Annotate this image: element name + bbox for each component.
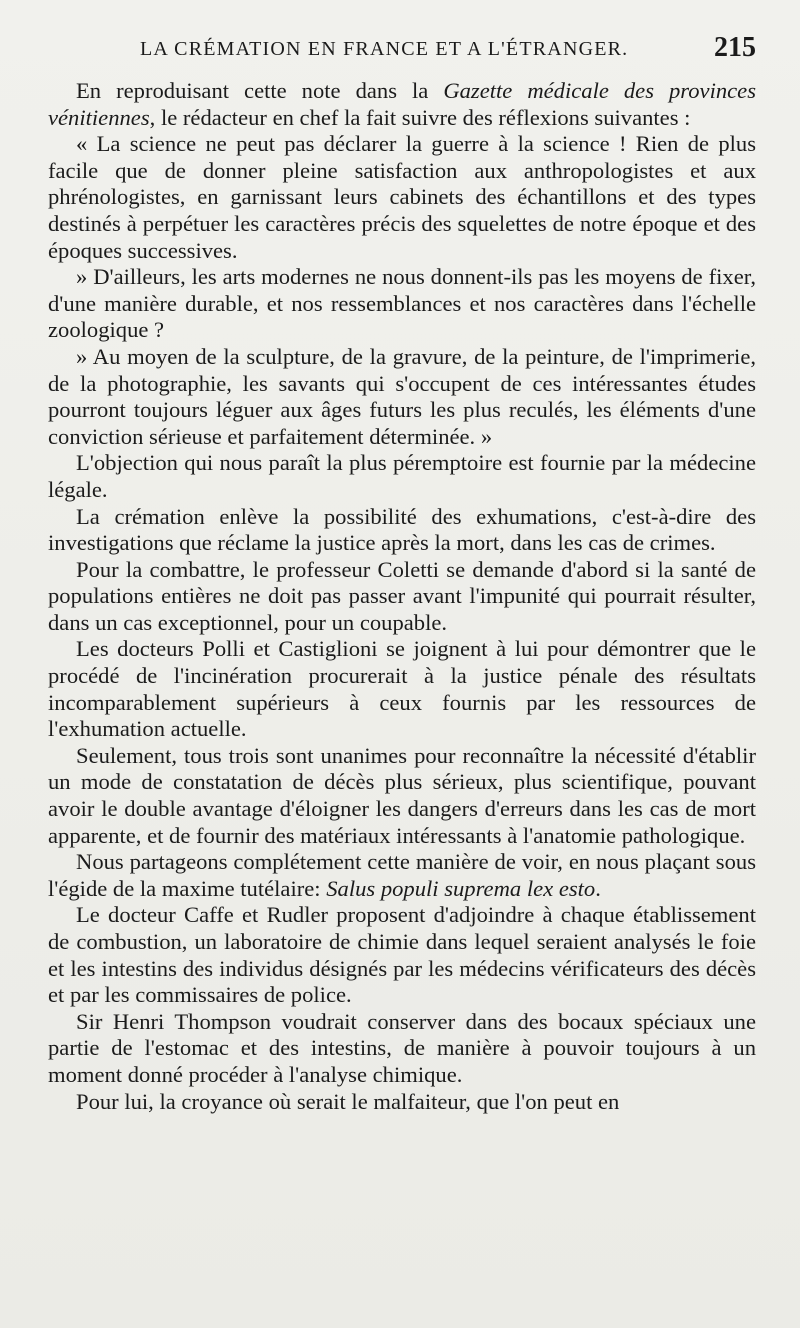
running-head-title: LA CRÉMATION EN FRANCE ET A L'ÉTRANGER. xyxy=(140,38,629,60)
paragraph-4: » Au moyen de la sculpture, de la gravure, de la peinture, de l'imprimerie, de la photographie, les savants qui s'occupent de ces intéressantes études pourront toujours léguer aux âges futurs les plus reculés, les éléments d'une conviction sérieuse et parfaitement déterminée. » xyxy=(48,343,756,449)
paragraph-8: Les docteurs Polli et Castiglioni se joignent à lui pour démontrer que le procédé de l'incinération procurerait à la justice pénale des résultats incomparablement supérieurs à ceux fournis par les ressources de l'exhumation actuelle. xyxy=(48,636,756,742)
running-head xyxy=(48,32,756,78)
paragraph-11: Le docteur Caffe et Rudler proposent d'adjoindre à chaque établissement de combustion, un laboratoire de chimie dans lequel seraient analysés le foie et les intestins des individus désignés par les médecins vérificateurs des décès et par les commissaires de police. xyxy=(48,902,756,1008)
paragraph-5: L'objection qui nous paraît la plus péremptoire est fournie par la médecine légale. xyxy=(48,450,756,502)
paragraph-3: » D'ailleurs, les arts modernes ne nous donnent-ils pas les moyens de fixer, d'une manière durable, et nos ressemblances et nos caractères dans l'échelle zoologique ? xyxy=(48,264,756,343)
body-text xyxy=(48,78,756,1115)
latin-maxim: Salus populi suprema lex esto xyxy=(326,875,596,901)
paragraph-10 xyxy=(48,849,756,902)
journal-title: Gazette médicale des provinces vénitiennes xyxy=(48,78,756,130)
paragraph-1-start: En reproduisant cette note dans la xyxy=(76,78,444,103)
paragraph-9: Seulement, tous trois sont unanimes pour reconnaître la nécessité d'établir un mode de constatation de décès plus sérieux, plus scientifique, pouvant avoir le double avantage d'éloigner les dangers d'erreurs dans les cas de mort apparente, et de fournir des matériaux intéressants à l'anatomie pathologique. xyxy=(48,742,756,848)
paragraph-6: La crémation enlève la possibilité des exhumations, c'est-à-dire des investigations que réclame la justice après la mort, dans les cas de crimes. xyxy=(48,503,756,556)
paragraph-13: Pour lui, la croyance où serait le malfaiteur, que l'on peut en xyxy=(76,1088,620,1114)
paragraph-10-start: Nous partageons complétement cette manière de voir, en nous plaçant sous l'égide de la maxime tutélaire: xyxy=(48,849,756,901)
paragraph-1-end: , le rédacteur en chef la fait suivre des réflexions suivantes : xyxy=(149,104,691,130)
paragraph-2: « La science ne peut pas déclarer la guerre à la science ! Rien de plus facile que de donner pleine satisfaction aux anthropologistes et aux phrénologistes, en garnissant leurs cabinets des échantillons et des types destinés à perpétuer les caractères précis des squelettes de notre époque et des époques successives. xyxy=(48,131,756,263)
page-number: 215 xyxy=(714,32,756,63)
paragraph-7: Pour la combattre, le professeur Coletti se demande d'abord si la santé de populations entières ne doit pas passer avant l'impunité qui pourrait résulter, dans un cas exceptionnel, pour un coupable. xyxy=(48,556,756,635)
paragraph-12: Sir Henri Thompson voudrait conserver dans des bocaux spéciaux une partie de l'estomac et des intestins, de manière à pouvoir toujours à un moment donné procéder à l'analyse chimique. xyxy=(48,1008,756,1087)
paragraph-10-end: . xyxy=(595,875,601,901)
paragraph-1 xyxy=(48,78,756,131)
